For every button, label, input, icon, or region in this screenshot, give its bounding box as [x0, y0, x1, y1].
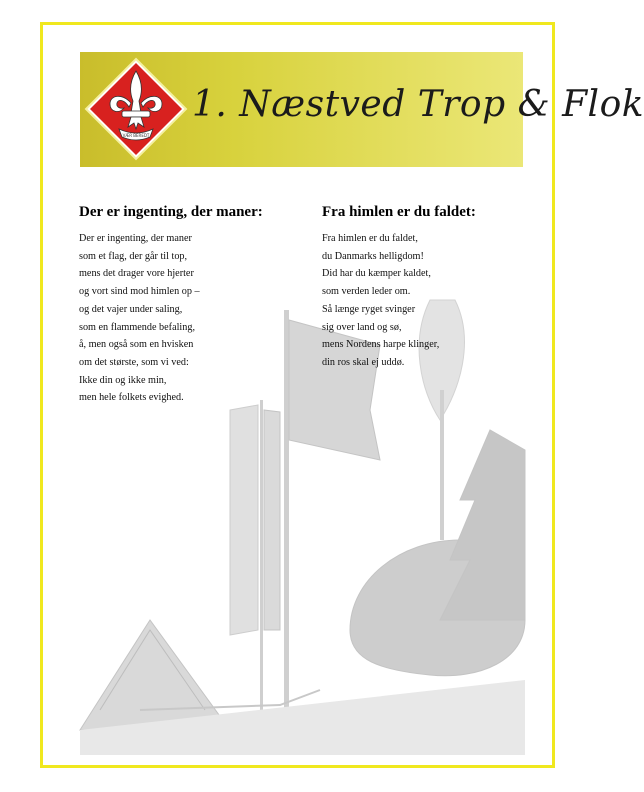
verse-line: og vort sind mod himlen op –	[79, 286, 200, 298]
song-title: Der er ingenting, der maner:	[79, 204, 263, 220]
verse-line: men hele folkets evighed.	[79, 392, 184, 404]
song-left	[79, 204, 309, 407]
verse-line: mens Nordens harpe klinger,	[322, 339, 440, 351]
verse-line: Der er ingenting, der maner	[79, 233, 192, 244]
page-title: 1. Næstved Trop & Flok	[192, 84, 644, 125]
verse-line: du Danmarks helligdom!	[322, 250, 424, 262]
verse-line: å, men også som en hvisken	[79, 339, 194, 351]
verse-line: som et flag, der går til top,	[79, 250, 188, 262]
song-right	[322, 204, 532, 372]
verse-line: mens det drager vore hjerter	[79, 268, 194, 280]
verse-line: Så længe ryget svinger	[322, 303, 416, 315]
song-title: Fra himlen er du faldet:	[322, 204, 476, 220]
scout-emblem-logo	[84, 57, 188, 161]
verse-line: om det største, som vi ved:	[79, 356, 189, 368]
verse-line: Did har du kæmper kaldet,	[322, 268, 431, 280]
verse-line: Fra himlen er du faldet,	[322, 233, 418, 244]
verse-line: din ros skal ej uddø.	[322, 356, 405, 368]
verse-line: som en flammende befaling,	[79, 321, 195, 333]
verse-line: sig over land og sø,	[322, 321, 402, 333]
header-banner	[80, 52, 644, 167]
emblem-motto: VÆR BEREDT	[122, 133, 150, 138]
verse-line: som verden leder om.	[322, 286, 411, 298]
verse-line: Ikke din og ikke min,	[79, 374, 167, 386]
verse-line: og det vajer under saling,	[79, 303, 183, 315]
